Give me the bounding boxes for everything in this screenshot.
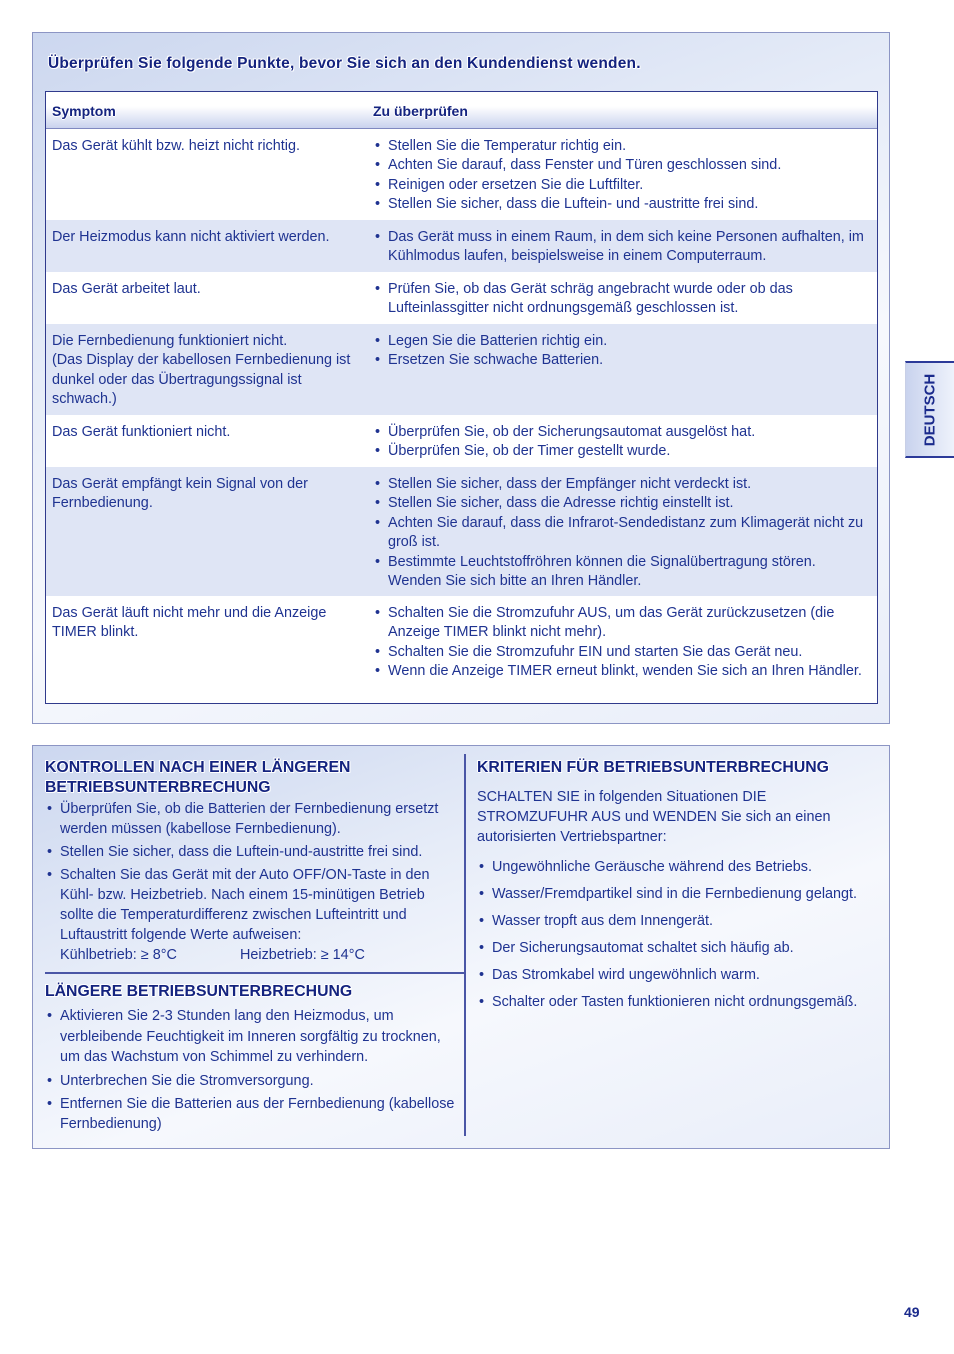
maintenance-panel <box>32 745 890 1149</box>
troubleshooting-panel <box>32 32 890 724</box>
symptom-cell: Das Gerät läuft nicht mehr und die Anzeige TIMER blinkt. <box>52 605 327 641</box>
check-item: • Schalten Sie die Stromzufuhr AUS, um das Gerät zurückzusetzen (die Anzeige TIMER blinkt nicht mehr). <box>373 604 867 643</box>
check-item: • Überprüfen Sie, ob der Sicherungsautomat ausgelöst hat. <box>373 423 867 442</box>
long-interruption-section <box>45 982 455 1137</box>
list-item: • Stellen Sie sicher, dass die Luftein-und-austritte frei sind. <box>45 842 455 862</box>
criteria-heading: KRITERIEN FÜR BETRIEBSUNTERBRECHUNG <box>477 759 829 776</box>
list-item: • Wasser/Fremdpartikel sind in die Fernbedienung gelangt. <box>477 884 882 904</box>
criteria-list <box>477 857 882 1012</box>
language-tab-label: DEUTSCH <box>921 373 939 446</box>
check-cell <box>367 272 877 324</box>
check-item: • Ersetzen Sie schwache Batterien. <box>373 351 867 370</box>
list-item: • Aktivieren Sie 2-3 Stunden lang den Heizmodus, um verbleibende Feuchtigkeit im Inneren sorgfältig zu trocknen, um das Wachstum von Schimmel zu verhindern. <box>45 1006 455 1068</box>
list-item: • Ungewöhnliche Geräusche während des Betriebs. <box>477 857 882 877</box>
troubleshooting-table <box>45 91 878 704</box>
check-item: • Schalten Sie die Stromzufuhr EIN und starten Sie das Gerät neu. <box>373 643 867 662</box>
check-item: • Legen Sie die Batterien richtig ein. <box>373 332 867 351</box>
check-item: • Stellen Sie sicher, dass die Luftein- und -austritte frei sind. <box>373 195 867 214</box>
symptom-cell: Das Gerät funktioniert nicht. <box>52 424 231 440</box>
check-item: • Prüfen Sie, ob das Gerät schräg angebracht wurde oder ob das Lufteinlassgitter nicht ordnungsgemäß geschlossen ist. <box>373 280 867 319</box>
check-item: • Achten Sie darauf, dass Fenster und Türen geschlossen sind. <box>373 156 867 175</box>
check-item: • Das Gerät muss in einem Raum, in dem sich keine Personen aufhalten, im Kühlmodus laufen, beispielsweise in einem Computerraum. <box>373 228 867 267</box>
criteria-intro: SCHALTEN SIE in folgenden Situationen DIE STROMZUFUHR AUS und WENDEN Sie sich an einen autorisierten Vertriebspartner: <box>477 789 831 845</box>
check-item: • Stellen Sie die Temperatur richtig ein. <box>373 137 867 156</box>
table-row <box>46 596 877 704</box>
long-interruption-heading: LÄNGERE BETRIEBSUNTERBRECHUNG <box>45 983 353 1000</box>
right-column <box>477 758 882 1019</box>
table-header <box>46 92 877 129</box>
list-item: • Entfernen Sie die Batterien aus der Fernbedienung (kabellose Fernbedienung) <box>45 1094 455 1134</box>
after-long-period-heading: KONTROLLEN NACH EINER LÄNGEREN BETRIEBSUNTERBRECHUNG <box>45 759 351 796</box>
after-long-period-list <box>45 799 455 965</box>
check-item: • Wenn die Anzeige TIMER erneut blinkt, wenden Sie sich an Ihren Händler. <box>373 662 867 681</box>
check-item: • Stellen Sie sicher, dass die Adresse richtig einstellt ist. <box>373 494 867 513</box>
check-cell <box>367 129 877 220</box>
page-number: 49 <box>904 1304 920 1320</box>
check-item: • Überprüfen Sie, ob der Timer gestellt wurde. <box>373 442 867 461</box>
heating-value: Heizbetrieb: ≥ 14°C <box>240 947 365 963</box>
check-cell <box>367 220 877 272</box>
check-cell <box>367 596 877 704</box>
section-divider <box>45 972 464 974</box>
table-row <box>46 324 877 415</box>
table-row <box>46 467 877 596</box>
table-row <box>46 220 877 272</box>
check-item: • Bestimmte Leuchtstoffröhren können die Signalübertragung stören. Wenden Sie sich bitte an Ihren Händler. <box>373 553 867 592</box>
symptom-cell: Das Gerät empfängt kein Signal von der Fernbedienung. <box>52 476 308 512</box>
column-divider <box>464 754 466 1136</box>
list-item: • Überprüfen Sie, ob die Batterien der Fernbedienung ersetzt werden müssen (kabellose Fernbedienung). <box>45 799 455 839</box>
check-cell <box>367 467 877 596</box>
column-header-check: Zu überprüfen <box>373 103 468 119</box>
long-interruption-list <box>45 1006 455 1134</box>
left-column <box>45 758 455 968</box>
troubleshooting-heading: Überprüfen Sie folgende Punkte, bevor Sie sich an den Kundendienst wenden. <box>48 55 641 72</box>
temperature-values <box>60 945 455 965</box>
check-item: • Reinigen oder ersetzen Sie die Luftfilter. <box>373 176 867 195</box>
symptom-cell: Das Gerät arbeitet laut. <box>52 281 201 297</box>
table-row <box>46 129 877 220</box>
column-header-symptom: Symptom <box>52 103 116 119</box>
table-row <box>46 415 877 467</box>
list-item: • Das Stromkabel wird ungewöhnlich warm. <box>477 965 882 985</box>
list-item <box>45 865 455 965</box>
symptom-cell: Der Heizmodus kann nicht aktiviert werden. <box>52 229 330 245</box>
check-item: • Stellen Sie sicher, dass der Empfänger nicht verdeckt ist. <box>373 475 867 494</box>
language-tab <box>905 361 954 458</box>
check-item: • Achten Sie darauf, dass die Infrarot-Sendedistanz zum Klimagerät nicht zu groß ist. <box>373 514 867 553</box>
list-item: • Der Sicherungsautomat schaltet sich häufig ab. <box>477 938 882 958</box>
list-item: • Schalter oder Tasten funktionieren nicht ordnungsgemäß. <box>477 992 882 1012</box>
check-cell <box>367 415 877 467</box>
list-item: • Unterbrechen Sie die Stromversorgung. <box>45 1071 455 1091</box>
table-row <box>46 272 877 324</box>
symptom-cell: Das Gerät kühlt bzw. heizt nicht richtig. <box>52 138 300 154</box>
cooling-value: Kühlbetrieb: ≥ 8°C <box>60 947 177 963</box>
symptom-cell: Die Fernbedienung funktioniert nicht. (Das Display der kabellosen Fernbedienung ist dunkel oder das Übertragungssignal ist schwach.) <box>52 333 351 408</box>
check-cell <box>367 324 877 415</box>
list-item-text: Schalten Sie das Gerät mit der Auto OFF/ON-Taste in den Kühl- bzw. Heizbetrieb. Nach einem 15-minütigen Betrieb sollte die Temperaturdifferenz zwischen Lufteintritt und Luftaustritt folgende Werte aufweisen: <box>60 867 430 943</box>
list-item: • Wasser tropft aus dem Innengerät. <box>477 911 882 931</box>
